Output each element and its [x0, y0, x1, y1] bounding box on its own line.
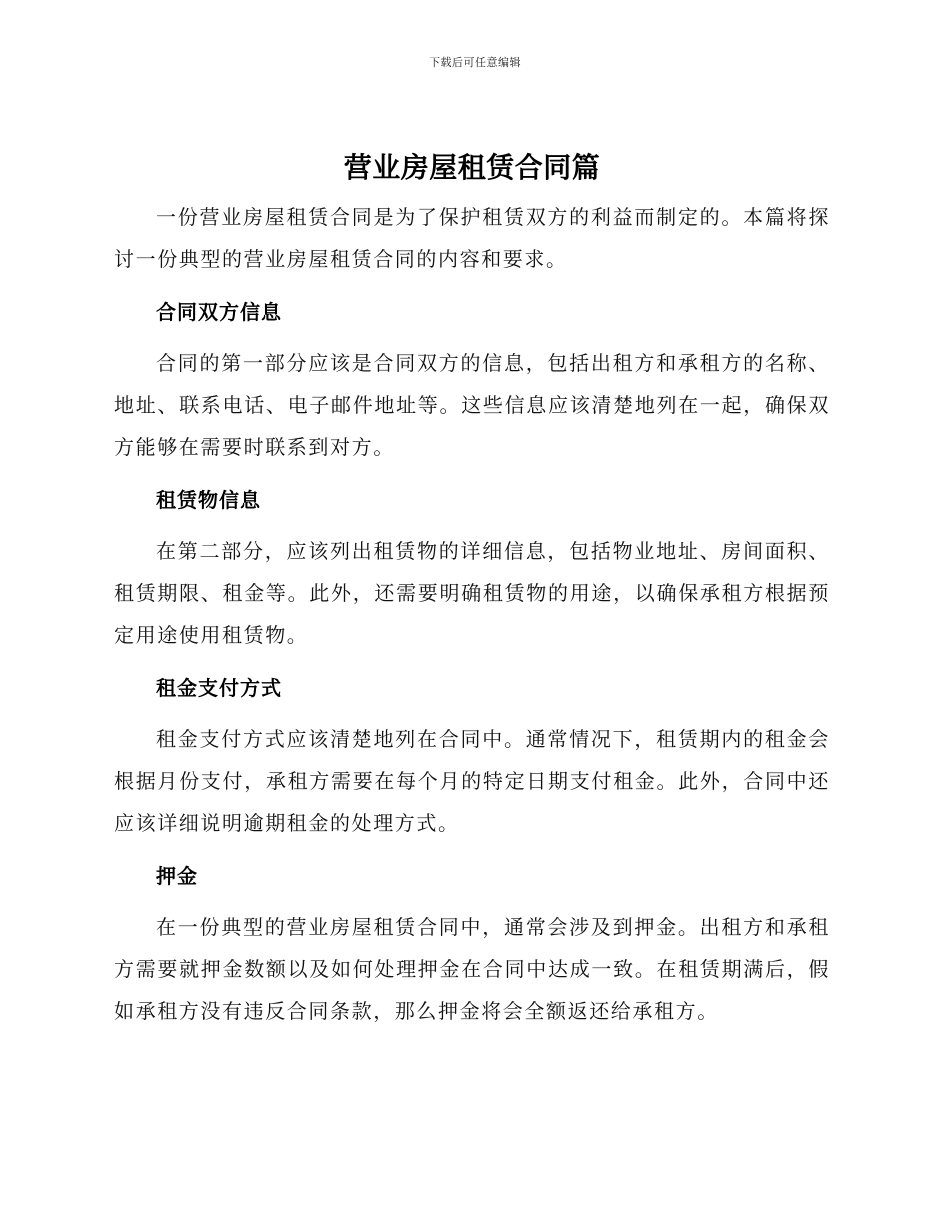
section-body-parties: 合同的第一部分应该是合同双方的信息，包括出租方和承租方的名称、地址、联系电话、电子邮件地址等。这些信息应该清楚地列在一起，确保双方能够在需要时联系到对方。 — [114, 351, 830, 459]
section-body-leased-property: 在第二部分，应该列出租赁物的详细信息，包括物业地址、房间面积、租赁期限、租金等。此外，还需要明确租赁物的用途，以确保承租方根据预定用途使用租赁物。 — [114, 539, 830, 647]
document-title: 营业房屋租赁合同篇 — [343, 151, 601, 184]
page-header-note: 下载后可任意编辑 — [429, 56, 521, 69]
section-body-rent-payment: 租金支付方式应该清楚地列在合同中。通常情况下，租赁期内的租金会根据月份支付，承租方需要在每个月的特定日期支付租金。此外，合同中还应该详细说明逾期租金的处理方式。 — [114, 727, 830, 835]
intro-paragraph: 一份营业房屋租赁合同是为了保护租赁双方的利益而制定的。本篇将探讨一份典型的营业房屋租赁合同的内容和要求。 — [114, 205, 830, 271]
section-heading-leased-property: 租赁物信息 — [156, 488, 261, 512]
section-body-deposit: 在一份典型的营业房屋租赁合同中，通常会涉及到押金。出租方和承租方需要就押金数额以及如何处理押金在合同中达成一致。在租赁期满后，假如承租方没有违反合同条款，那么押金将会全额返还给承租方。 — [114, 915, 830, 1023]
section-heading-deposit: 押金 — [156, 864, 198, 888]
section-heading-rent-payment: 租金支付方式 — [156, 676, 282, 700]
document-body — [114, 146, 830, 1032]
section-heading-parties: 合同双方信息 — [156, 300, 282, 324]
